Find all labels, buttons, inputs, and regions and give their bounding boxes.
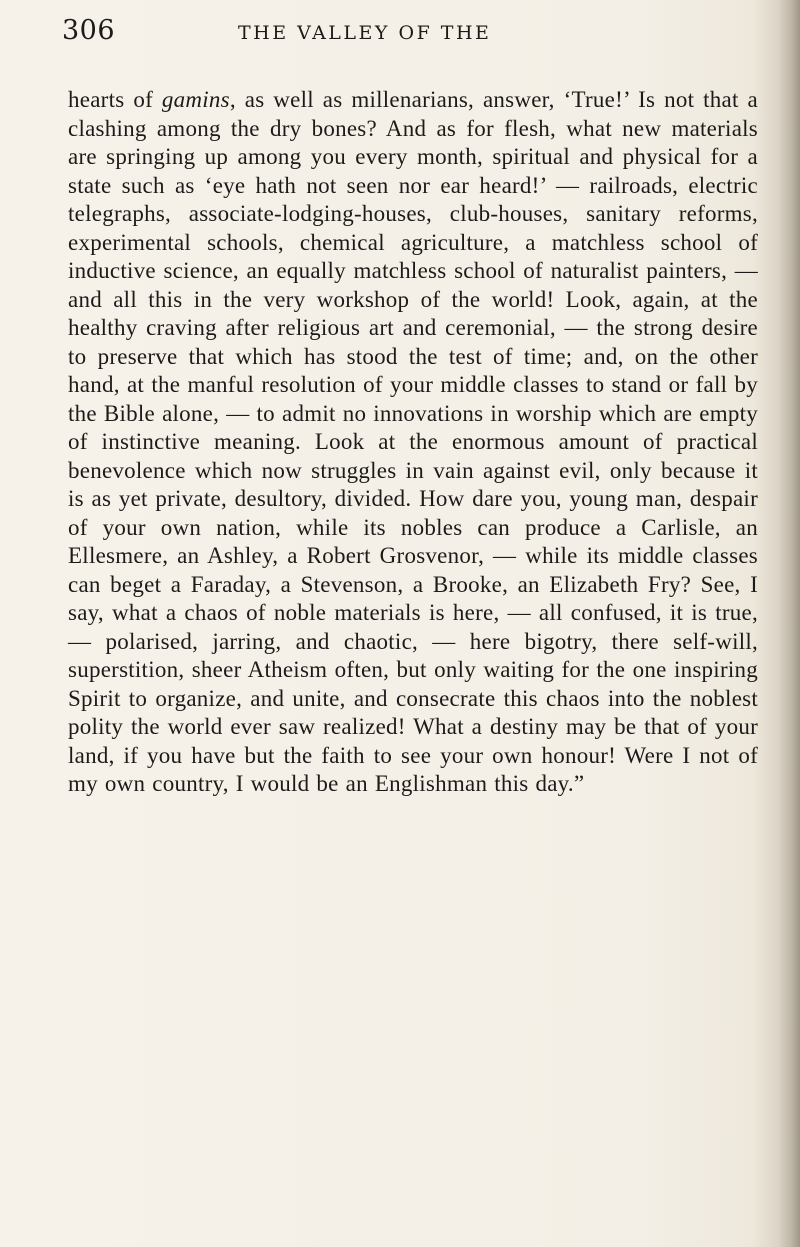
body-text-rest: , as well as millenarians, answer, ‘True!’ Is not that a clashing among the dry bones? And as for flesh, what new materials are springing up among you every month, spiritual and physical for a state such as ‘eye hath not seen nor ear heard!’ — railroads, electric telegraphs, associate-lodging-houses, club-houses, sanitary reforms, experimental schools, chemical agriculture, a matchless school of inductive science, an equally matchless school of naturalist painters, — and all this in the very workshop of the world! Look, again, at the healthy craving after religious art and ceremonial, — the strong desire to preserve that which has stood the test of time; and, on the other hand, at the manful resolution of your middle classes to stand or fall by the Bible alone, — to admit no innovations in worship which are empty of instinctive meaning. Look at the enormous amount of practical benevolence which now struggles in vain against evil, only because it is as yet private, desultory, divided. How dare you, young man, despair of your own nation, while its nobles can produce a Carlisle, an Ellesmere, an Ashley, a Robert Grosvenor, — while its middle classes can beget a Faraday, a Stevenson, a Brooke, an Elizabeth Fry? See, I say, what a chaos of noble materials is here, — all confused, it is true, — polarised, jarring, and chaotic, — here bigotry, there self-will, superstition, sheer Atheism often, but only waiting for the one inspiring Spirit to organize, and unite, and consecrate this chaos into the noblest polity the world ever saw realized! What a destiny may be that of your land, if you have but the faith to see your own honour! Were I not of my own country, I would be an Englishman this day.” [68,87,758,796]
running-head: THE VALLEY OF THE [238,22,492,44]
page-binding-shadow [778,0,800,1247]
page-header [62,14,782,48]
italic-word: gamins [161,87,230,112]
body-paragraph [68,86,758,799]
page-number: 306 [62,15,116,46]
body-text-start: hearts of [68,87,162,112]
